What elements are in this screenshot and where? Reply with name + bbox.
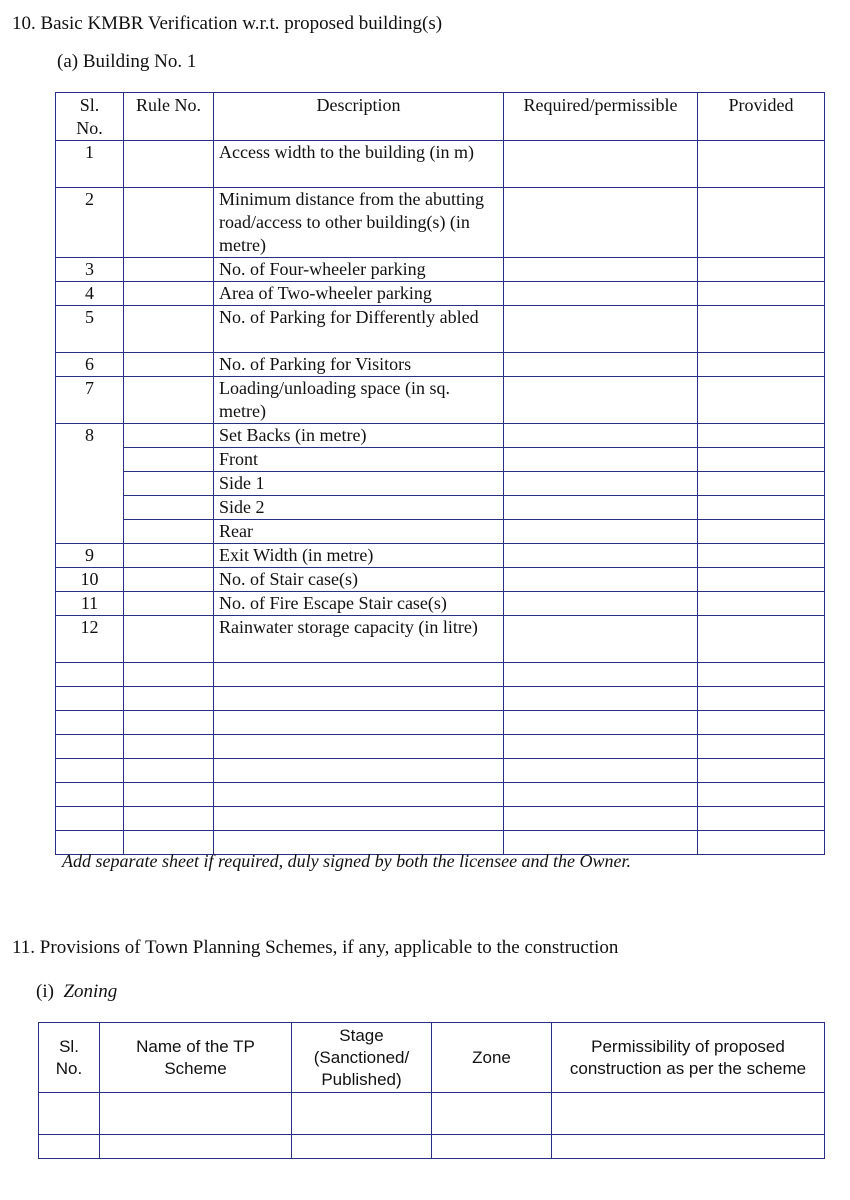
description-cell: Rear	[214, 520, 504, 544]
required-cell	[504, 520, 698, 544]
zoning-label: Zoning	[63, 981, 118, 1002]
rule-no-cell	[124, 544, 214, 568]
empty-row	[56, 783, 825, 807]
table-row	[56, 496, 825, 520]
rule-no-cell	[124, 141, 214, 188]
empty-cell	[698, 831, 825, 855]
rule-no-cell	[124, 282, 214, 306]
empty-row	[39, 1135, 825, 1159]
required-cell	[504, 377, 698, 424]
separate-sheet-note: Add separate sheet if required, duly signed by both the licensee and the Owner.	[62, 851, 632, 871]
sl-no-cell: 1	[56, 141, 124, 188]
rule-no-cell	[124, 377, 214, 424]
empty-cell	[100, 1135, 292, 1159]
empty-cell	[124, 711, 214, 735]
sl-no-cell: 6	[56, 353, 124, 377]
zoning-header-tp-scheme-line-2: Scheme	[164, 1058, 227, 1078]
required-cell	[504, 353, 698, 377]
zoning-table-body	[39, 1093, 825, 1159]
required-cell	[504, 188, 698, 258]
empty-cell	[56, 711, 124, 735]
zoning-header-permissibility	[552, 1023, 825, 1093]
required-cell	[504, 568, 698, 592]
table-row	[56, 282, 825, 306]
empty-cell	[432, 1093, 552, 1135]
empty-cell	[56, 663, 124, 687]
zoning-header-stage-line-3: Published)	[321, 1069, 402, 1089]
sl-no-cell: 7	[56, 377, 124, 424]
zoning-table	[38, 1022, 825, 1159]
zoning-header-tp-scheme-line-1: Name of the TP	[136, 1036, 255, 1056]
description-cell: Side 1	[214, 472, 504, 496]
provided-cell	[698, 188, 825, 258]
zoning-header-sl-no	[39, 1023, 100, 1093]
table-row	[56, 424, 825, 448]
table-row	[56, 353, 825, 377]
header-sl-no-line1: Sl.	[79, 95, 100, 115]
sl-no-cell: 9	[56, 544, 124, 568]
table-row	[56, 616, 825, 663]
description-cell: Front	[214, 448, 504, 472]
provided-cell	[698, 282, 825, 306]
header-sl-no-line2: No.	[76, 118, 103, 138]
empty-cell	[214, 807, 504, 831]
table-row	[56, 568, 825, 592]
description-cell: No. of Parking for Differently abled	[214, 306, 504, 353]
empty-cell	[698, 735, 825, 759]
table-row	[56, 448, 825, 472]
table-row	[56, 188, 825, 258]
empty-cell	[124, 807, 214, 831]
rule-no-cell	[124, 258, 214, 282]
empty-cell	[214, 711, 504, 735]
empty-cell	[698, 687, 825, 711]
sl-no-cell: 2	[56, 188, 124, 258]
provided-cell	[698, 353, 825, 377]
sl-no-cell: 5	[56, 306, 124, 353]
zoning-prefix: (i)	[36, 981, 54, 1002]
table-row	[56, 544, 825, 568]
description-cell: Loading/unloading space (in sq. metre)	[214, 377, 504, 424]
provided-cell	[698, 592, 825, 616]
zoning-header-stage-line-2: (Sanctioned/	[313, 1047, 410, 1067]
zoning-header-stage	[292, 1023, 432, 1093]
rule-no-cell	[124, 306, 214, 353]
section-11-title: 11. Provisions of Town Planning Schemes, if any, applicable to the construction	[12, 937, 619, 958]
provided-cell	[698, 141, 825, 188]
kmbr-header-row	[56, 93, 825, 141]
provided-cell	[698, 448, 825, 472]
empty-cell	[100, 1093, 292, 1135]
empty-cell	[292, 1093, 432, 1135]
sl-no-cell: 10	[56, 568, 124, 592]
empty-cell	[214, 663, 504, 687]
empty-cell	[124, 759, 214, 783]
empty-row	[56, 735, 825, 759]
table-row	[56, 258, 825, 282]
required-cell	[504, 592, 698, 616]
required-cell	[504, 258, 698, 282]
empty-cell	[124, 687, 214, 711]
empty-cell	[56, 687, 124, 711]
description-cell: No. of Four-wheeler parking	[214, 258, 504, 282]
empty-cell	[698, 807, 825, 831]
empty-row	[56, 687, 825, 711]
building-subtitle: (a) Building No. 1	[57, 51, 197, 72]
table-row	[56, 520, 825, 544]
empty-cell	[698, 759, 825, 783]
provided-cell	[698, 424, 825, 448]
empty-cell	[552, 1135, 825, 1159]
empty-cell	[504, 759, 698, 783]
required-cell	[504, 424, 698, 448]
zoning-header-sl-no-line-1: Sl.	[59, 1036, 79, 1056]
header-required: Required/permissible	[504, 93, 698, 141]
empty-row	[56, 663, 825, 687]
provided-cell	[698, 306, 825, 353]
rule-no-cell	[124, 353, 214, 377]
rule-no-cell	[124, 592, 214, 616]
sl-no-cell: 11	[56, 592, 124, 616]
rule-no-cell	[124, 496, 214, 520]
header-sl-no	[56, 93, 124, 141]
empty-cell	[214, 759, 504, 783]
provided-cell	[698, 544, 825, 568]
empty-cell	[504, 711, 698, 735]
empty-row	[56, 711, 825, 735]
provided-cell	[698, 520, 825, 544]
required-cell	[504, 448, 698, 472]
empty-cell	[124, 663, 214, 687]
empty-cell	[552, 1093, 825, 1135]
empty-cell	[39, 1093, 100, 1135]
zoning-header-permissibility-line-2: construction as per the scheme	[569, 1058, 807, 1078]
description-cell: Set Backs (in metre)	[214, 424, 504, 448]
empty-cell	[504, 807, 698, 831]
required-cell	[504, 472, 698, 496]
rule-no-cell	[124, 448, 214, 472]
empty-row	[39, 1093, 825, 1135]
description-cell: No. of Fire Escape Stair case(s)	[214, 592, 504, 616]
empty-cell	[39, 1135, 100, 1159]
empty-cell	[214, 735, 504, 759]
description-cell: Area of Two-wheeler parking	[214, 282, 504, 306]
empty-cell	[292, 1135, 432, 1159]
empty-cell	[504, 663, 698, 687]
rule-no-cell	[124, 568, 214, 592]
empty-cell	[56, 759, 124, 783]
required-cell	[504, 282, 698, 306]
provided-cell	[698, 258, 825, 282]
empty-cell	[698, 663, 825, 687]
empty-cell	[698, 783, 825, 807]
provided-cell	[698, 377, 825, 424]
description-cell: Side 2	[214, 496, 504, 520]
description-cell: Access width to the building (in m)	[214, 141, 504, 188]
empty-cell	[56, 783, 124, 807]
description-cell: No. of Stair case(s)	[214, 568, 504, 592]
description-cell: Minimum distance from the abutting road/access to other building(s) (in metre)	[214, 188, 504, 258]
rule-no-cell	[124, 520, 214, 544]
sl-no-cell: 4	[56, 282, 124, 306]
rule-no-cell	[124, 616, 214, 663]
kmbr-verification-table	[55, 92, 825, 855]
empty-cell	[698, 711, 825, 735]
empty-cell	[124, 735, 214, 759]
required-cell	[504, 616, 698, 663]
zoning-header-zone-line-1: Zone	[472, 1047, 511, 1067]
zoning-header-permissibility-line-1: Permissibility of proposed	[591, 1036, 785, 1056]
required-cell	[504, 141, 698, 188]
empty-cell	[504, 783, 698, 807]
empty-cell	[504, 735, 698, 759]
rule-no-cell	[124, 472, 214, 496]
empty-cell	[56, 807, 124, 831]
empty-cell	[56, 735, 124, 759]
rule-no-cell	[124, 188, 214, 258]
zoning-header-zone	[432, 1023, 552, 1093]
table-row	[56, 592, 825, 616]
empty-cell	[214, 783, 504, 807]
table-row	[56, 306, 825, 353]
empty-row	[56, 807, 825, 831]
description-cell: No. of Parking for Visitors	[214, 353, 504, 377]
sl-no-cell: 8	[56, 424, 124, 544]
header-provided: Provided	[698, 93, 825, 141]
required-cell	[504, 306, 698, 353]
sl-no-cell: 3	[56, 258, 124, 282]
table-row	[56, 141, 825, 188]
empty-cell	[504, 687, 698, 711]
empty-row	[56, 759, 825, 783]
zoning-header-sl-no-line-2: No.	[55, 1058, 83, 1078]
table-row	[56, 472, 825, 496]
table-row	[56, 377, 825, 424]
header-rule-no: Rule No.	[124, 93, 214, 141]
required-cell	[504, 496, 698, 520]
description-cell: Exit Width (in metre)	[214, 544, 504, 568]
zoning-header-tp-scheme	[100, 1023, 292, 1093]
zoning-subtitle	[36, 981, 117, 1003]
header-description: Description	[214, 93, 504, 141]
empty-cell	[124, 783, 214, 807]
empty-cell	[432, 1135, 552, 1159]
provided-cell	[698, 496, 825, 520]
zoning-header-row	[39, 1023, 825, 1093]
description-cell: Rainwater storage capacity (in litre)	[214, 616, 504, 663]
zoning-header-stage-line-1: Stage	[339, 1025, 384, 1045]
sl-no-cell: 12	[56, 616, 124, 663]
provided-cell	[698, 472, 825, 496]
rule-no-cell	[124, 424, 214, 448]
provided-cell	[698, 568, 825, 592]
provided-cell	[698, 616, 825, 663]
empty-cell	[214, 687, 504, 711]
section-10-title: 10. Basic KMBR Verification w.r.t. proposed building(s)	[12, 13, 443, 34]
required-cell	[504, 544, 698, 568]
kmbr-table-body	[56, 141, 825, 855]
